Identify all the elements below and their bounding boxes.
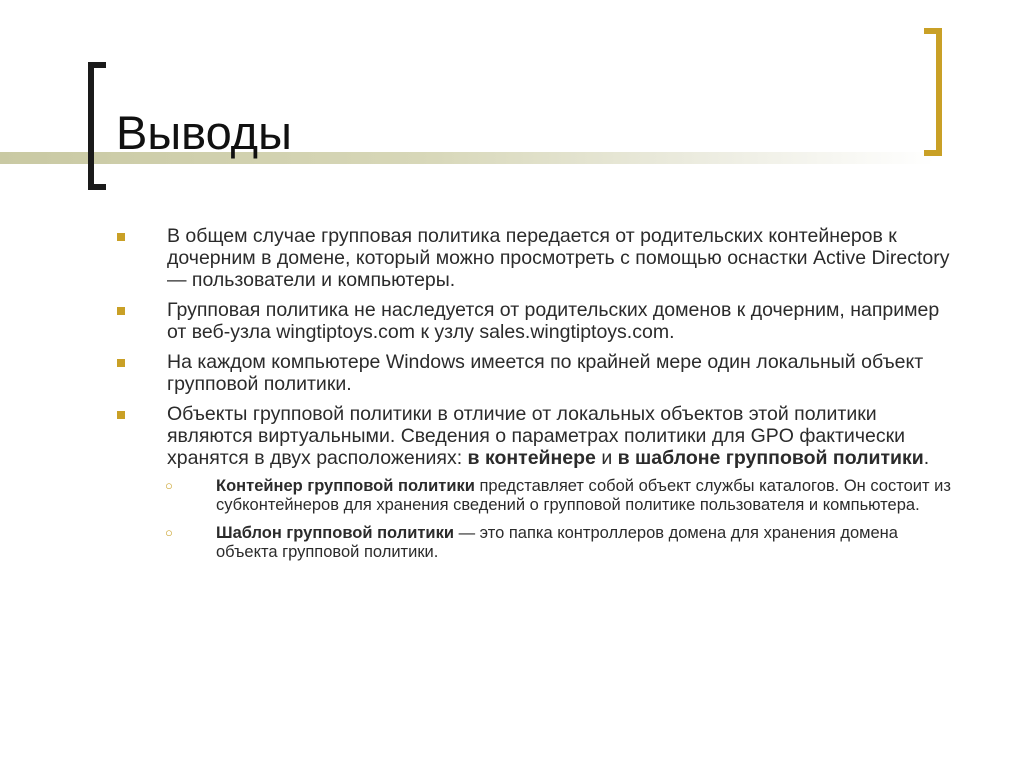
square-bullet-icon — [117, 359, 125, 367]
bullet-text: На каждом компьютере Windows имеется по крайней мере один локальный объект групповой политики. — [167, 351, 924, 395]
right-bracket-decoration — [924, 28, 942, 156]
bullet-item — [0, 299, 957, 343]
circle-bullet-icon: ○ — [165, 525, 173, 540]
bullet-text: Групповая политика не наследуется от родительских доменов к дочерним, например от веб-узла wingtiptoys.com к узлу sales.wingtiptoys.com. — [167, 299, 940, 343]
bullet-text: В общем случае групповая политика передается от родительских контейнеров к дочерним в домене, который можно просмотреть с помощью оснастки Active Directory — пользователи и компьютеры. — [167, 225, 950, 291]
bullet-text: . — [923, 447, 930, 469]
bullet-item — [0, 351, 957, 395]
sub-bullet-item — [0, 477, 956, 515]
sub-bullet-bold-text: Шаблон групповой политики — [216, 524, 454, 542]
bullet-text: Объекты групповой политики в отличие от локальных объектов этой политики являются виртуальными. Сведения о параметрах политики для GPO фактически хранятся в двух расположениях: — [167, 403, 905, 469]
circle-bullet-icon: ○ — [165, 478, 173, 493]
square-bullet-icon — [117, 307, 125, 315]
bullet-bold-text: в шаблоне групповой политики — [617, 447, 924, 469]
bullet-item — [0, 225, 957, 291]
left-bracket-decoration — [88, 62, 106, 190]
slide-content — [0, 225, 1024, 571]
sub-bullet-text: — это папка контроллеров домена для хранения домена объекта групповой политики. — [216, 524, 898, 561]
slide-title: Выводы — [116, 106, 292, 159]
square-bullet-icon — [117, 411, 125, 419]
bullet-text: и — [595, 447, 618, 469]
square-bullet-icon — [117, 233, 125, 241]
sub-bullet-text: представляет собой объект службы каталогов. Он состоит из субконтейнеров для хранения сведений о групповой политике пользователя и компьютера. — [216, 477, 951, 514]
sub-bullet-bold-text: Контейнер групповой политики — [216, 477, 475, 495]
bullet-item — [0, 403, 957, 469]
sub-bullet-item — [0, 524, 956, 562]
bullet-bold-text: в контейнере — [467, 447, 596, 469]
